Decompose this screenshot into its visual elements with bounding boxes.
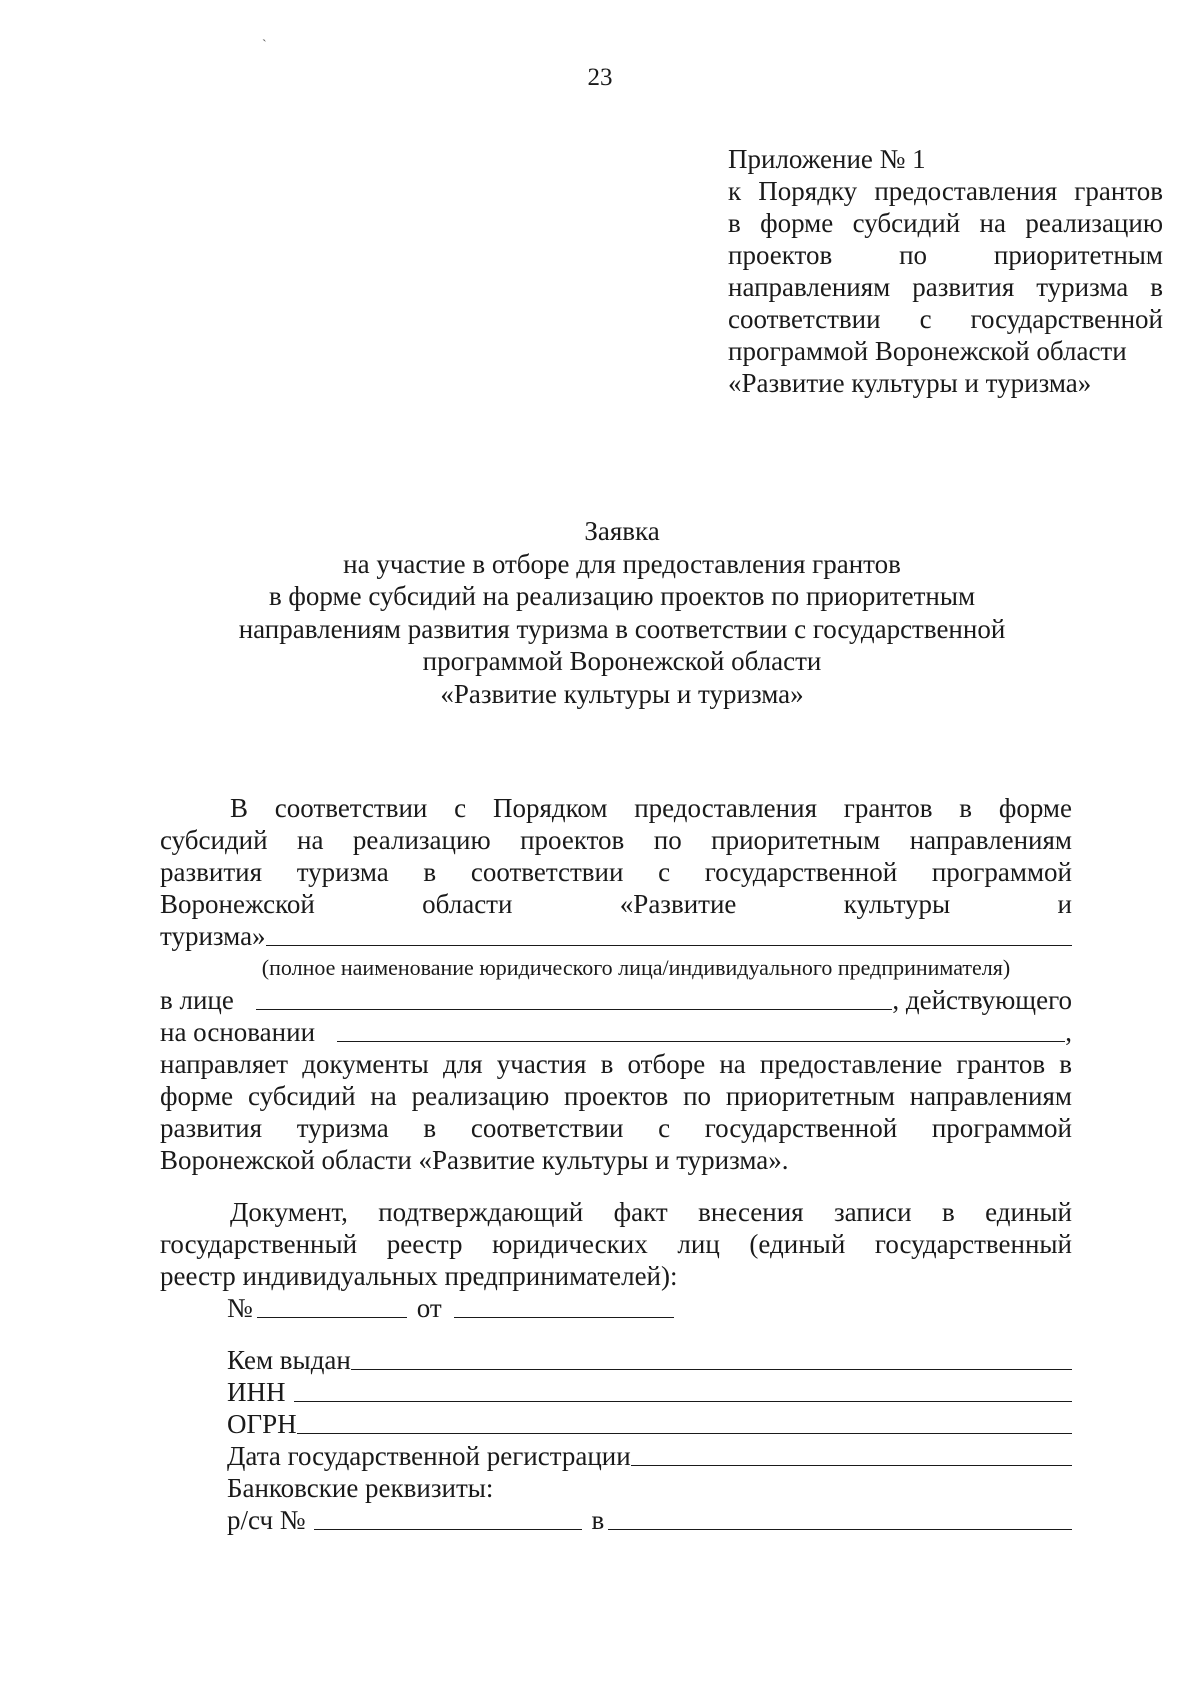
- in-person-label: в лице: [160, 985, 234, 1015]
- paragraph-line: форме субсидий на реализацию проектов по приоритетным направлениям: [160, 1081, 1072, 1111]
- account-number-field[interactable]: [314, 1528, 582, 1530]
- account-label: р/сч №: [227, 1505, 306, 1535]
- title-line: направлениям развития туризма в соответствии с государственной: [238, 613, 1006, 644]
- paragraph-line: развития туризма в соответствии с государственной программой: [160, 857, 1072, 887]
- representative-field[interactable]: [256, 1008, 893, 1010]
- document-number-row: [160, 1292, 1072, 1324]
- basis-end: ,: [1065, 1017, 1072, 1047]
- issued-by-field[interactable]: [351, 1368, 1072, 1370]
- title-heading: Заявка: [584, 516, 660, 546]
- bank-name-field[interactable]: [608, 1528, 1072, 1530]
- appendix-line: проектов по приоритетным: [728, 240, 1163, 270]
- appendix-line: Приложение № 1: [728, 144, 926, 174]
- paragraph-line: государственный реестр юридических лиц (единый государственный: [160, 1229, 1072, 1259]
- organization-name-field[interactable]: [266, 944, 1072, 946]
- representative-row: [160, 984, 1072, 1016]
- appendix-line: соответствии с государственной: [728, 304, 1163, 334]
- in-label: в: [591, 1505, 605, 1535]
- page-number: 23: [587, 64, 613, 91]
- issued-by-label: Кем выдан: [227, 1345, 351, 1375]
- document-number-field[interactable]: [257, 1316, 407, 1318]
- registration-date-label: Дата государственной регистрации: [227, 1441, 631, 1471]
- appendix-header: [728, 143, 1163, 399]
- title-line: в форме субсидий на реализацию проектов по приоритетным: [268, 581, 976, 611]
- application-title: [0, 515, 1200, 710]
- acting-label: , действующего: [892, 985, 1072, 1015]
- title-line: на участие в отборе для предоставления грантов: [343, 548, 901, 579]
- paragraph-line: реестр индивидуальных предпринимателей):: [160, 1261, 678, 1291]
- appendix-line: в форме субсидий на реализацию: [728, 208, 1163, 238]
- inn-row: [160, 1376, 1072, 1408]
- application-body: [160, 792, 1072, 1536]
- appendix-line: направлениям развития туризма в: [728, 272, 1163, 302]
- basis-row: [160, 1016, 1072, 1048]
- ogrn-row: [160, 1408, 1072, 1440]
- organization-name-row: [160, 920, 1072, 952]
- document-date-field[interactable]: [454, 1316, 674, 1318]
- title-line: «Развитие культуры и туризма»: [440, 678, 804, 709]
- basis-field[interactable]: [337, 1040, 1065, 1042]
- issued-by-row: [160, 1344, 1072, 1376]
- ogrn-label: ОГРН: [227, 1409, 297, 1439]
- basis-label: на основании: [160, 1017, 316, 1047]
- title-line: программой Воронежской области: [422, 646, 822, 676]
- paragraph-line: В соответствии с Порядком предоставления грантов в форме: [230, 793, 1072, 823]
- appendix-line: программой Воронежской области: [728, 336, 1127, 366]
- registration-date-row: [160, 1440, 1072, 1472]
- number-label: №: [227, 1293, 253, 1323]
- paragraph-line: Воронежской области «Развитие культуры и туризма».: [160, 1145, 789, 1175]
- account-row: [160, 1504, 1072, 1536]
- inn-field[interactable]: [294, 1400, 1073, 1402]
- appendix-line: «Развитие культуры и туризма»: [728, 368, 1092, 398]
- paragraph-line: туризма»: [160, 921, 266, 951]
- ogrn-field[interactable]: [297, 1432, 1072, 1434]
- paragraph-line: Воронежской области «Развитие культуры и: [160, 889, 1072, 919]
- paragraph-line: субсидий на реализацию проектов по приоритетным направлениям: [160, 825, 1072, 855]
- paragraph-line: развития туризма в соответствии с государственной программой: [160, 1113, 1072, 1143]
- inn-label: ИНН: [227, 1377, 286, 1407]
- field-caption: (полное наименование юридического лица/индивидуального предпринимателя): [261, 955, 1011, 980]
- scan-speck: `: [262, 38, 267, 53]
- paragraph-line: Документ, подтверждающий факт внесения записи в единый: [230, 1197, 1072, 1227]
- appendix-line: к Порядку предоставления грантов: [728, 176, 1163, 206]
- from-label: от: [416, 1293, 442, 1323]
- bank-details-label: Банковские реквизиты:: [227, 1473, 494, 1503]
- paragraph-line: направляет документы для участия в отборе на предоставление грантов в: [160, 1049, 1072, 1079]
- registration-date-field[interactable]: [631, 1464, 1072, 1466]
